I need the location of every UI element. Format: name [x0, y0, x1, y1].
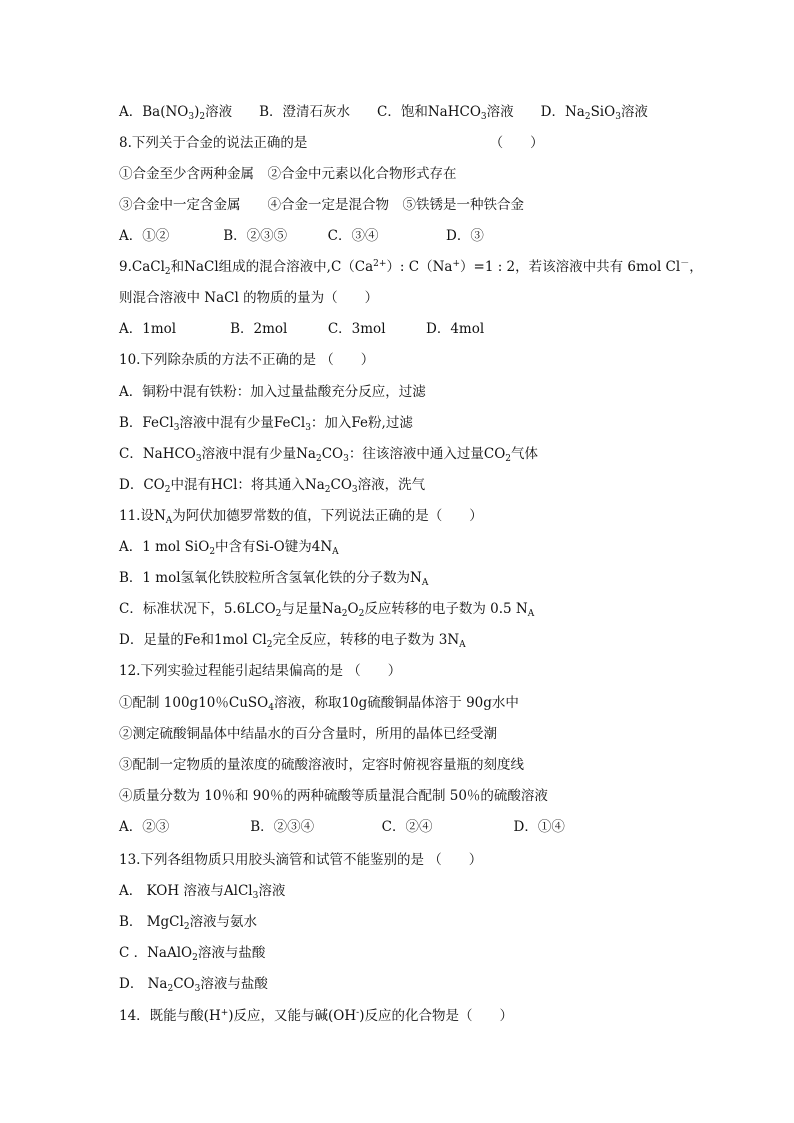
q9-stem-2: 则混合溶液中 NaCl 的物质的量为（ ）	[119, 290, 379, 306]
q8-statements-1: ①合金至少含两种金属 ②合金中元素以化合物形式存在	[119, 166, 457, 182]
q10-option-a: A．铜粉中混有铁粉：加入过量盐酸充分反应，过滤	[119, 384, 426, 400]
q12-statement-1: ①配制 100g10％CuSO$_4$溶液，称取10g硫酸铜晶体溶于 90g水中	[119, 695, 519, 713]
q10-option-b: B．FeCl$_3$溶液中混有少量FeCl$_3$：加入Fe粉,过滤	[119, 415, 413, 433]
q8-statements-2: ③合金中一定含金属 ④合金一定是混合物 ⑤铁锈是一种铁合金	[119, 197, 524, 213]
q12-statement-4: ④质量分数为 10％和 90％的两种硫酸等质量混合配制 50％的硫酸溶液	[119, 788, 548, 804]
q13-option-d: D． $Na_2CO_3$溶液与盐酸	[119, 976, 268, 994]
q12-options: A．②③ B．②③④ C．②④ D．①④	[119, 819, 565, 835]
q13-option-b: B． MgCl$_2$溶液与氨水	[119, 914, 258, 932]
q11-option-d: D．足量的Fe和1mol $Cl_2$完全反应，转移的电子数为 $3N_A$	[119, 632, 466, 650]
q9-stem-1: 9.CaCl$_2$和NaCl组成的混合溶液中$,C(Ca^{2+})$: C（Na+）=1 : 2，若该溶液中共有 6mol Cl－，	[119, 259, 703, 277]
q13-option-a: A． KOH 溶液与AlCl$_3$溶液	[119, 883, 286, 901]
q9-options: A．1mol B．2mol C．3mol D．4mol	[119, 321, 485, 337]
q10-option-c: C．NaHCO$_3$溶液中混有少量$Na_2CO_3$：往该溶液中通入过量$CO_2$气体	[119, 446, 538, 464]
q12-statement-2: ②测定硫酸铜晶体中结晶水的百分含量时，所用的晶体已经受潮	[119, 726, 497, 742]
q13-stem: 13.下列各组物质只用胶头滴管和试管不能鉴别的是 （ ）	[119, 852, 483, 868]
q11-option-a: A．1 mol SiO$_2$中含有Si-O键为$4N_A$	[119, 539, 339, 557]
q10-option-d: D．$CO_2$中混有HCl：将其通入$Na_2CO_3$溶液，洗气	[119, 477, 426, 495]
q11-option-c: C．标准状况下，$5.6LCO_2$与足量$Na_2O_2$反应转移的电子数为 0.5 $N_A$	[119, 601, 535, 619]
q14-stem: 14．既能与酸(H+)反应，又能与碱(OH-)反应的化合物是（ ）	[119, 1008, 513, 1024]
q8-stem: 8.下列关于合金的说法正确的是 （ ）	[119, 135, 544, 151]
q10-stem: 10.下列除杂质的方法不正确的是 （ ）	[119, 352, 375, 368]
q12-statement-3: ③配制一定物质的量浓度的硫酸溶液时，定容时俯视容量瓶的刻度线	[119, 757, 524, 773]
q11-stem: 11.设$N_A$为阿伏加德罗常数的值，下列说法正确的是（ ）	[119, 508, 483, 526]
q7-options: A．$Ba(NO_3)_2$溶液 B．澄清石灰水 C．饱和NaHCO$_3$溶液 D．$Na_2SiO_3$溶液	[119, 104, 648, 122]
q13-option-c: C ．NaAlO$_2$溶液与盐酸	[119, 945, 266, 963]
q8-options: A．①② B．②③⑤ C．③④ D．③	[119, 228, 484, 244]
q11-option-b: B．1 mol氢氧化铁胶粒所含氢氧化铁的分子数为$N_A$	[119, 570, 429, 588]
q12-stem: 12.下列实验过程能引起结果偏高的是 （ ）	[119, 663, 402, 679]
